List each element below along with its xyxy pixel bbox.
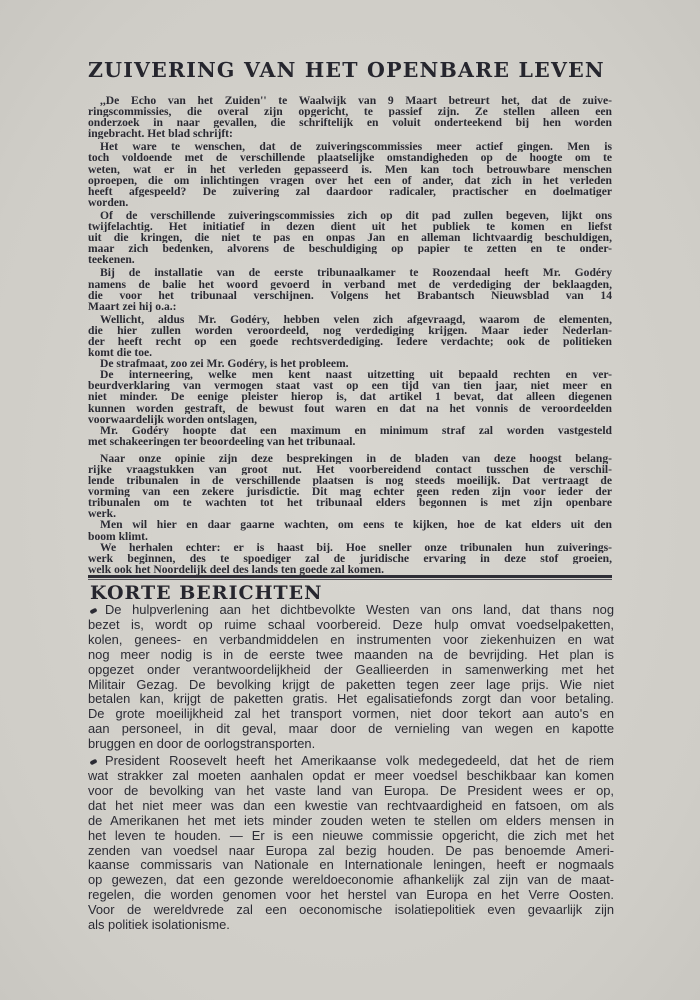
text-line: onderzoek in naar gevallen, die schriftelijk en voluit onderteekend bij hen worden bbox=[88, 117, 612, 129]
text-line: op gewezen, dat een gezonde wereldoeconomie afhankelijk zal zijn van de maat- bbox=[88, 873, 614, 888]
text-line: Men wil hier en daar gaarne wachten, om eens te kijken, hoe de kat elders uit den bbox=[100, 519, 612, 531]
text-line-content: De hulpverlening aan het dichtbevolkte Westen van ons land, dat thans nog bbox=[105, 603, 614, 617]
text-line: lende tribunalen in de verschillende plaatsen is nog steeds moeilijk. Dat vertraagt de bbox=[88, 475, 612, 487]
text-line: ,,De Echo van het Zuiden'' te Waalwijk van 9 Maart betreurt het, dat de zuive- bbox=[100, 95, 612, 107]
bullet-icon bbox=[89, 758, 97, 765]
text-line bbox=[88, 754, 614, 769]
text-line: regelen, die worden genomen voor het herstel van Europa en het Verre Oosten. bbox=[88, 888, 614, 903]
text-line: die voor het tribunaal verschijnen. Volgens het Brabantsch Nieuwsblad van 14 bbox=[88, 289, 612, 301]
text-line: werk. bbox=[88, 508, 117, 520]
text-line: uit die kringen, die niet te pas en onpas Jan en alleman lichtvaardig beschuldigen, bbox=[88, 232, 612, 244]
text-line: ringscommissies, die overal zijn opgericht, te passief zijn. Ze stellen alleen een bbox=[88, 106, 612, 118]
article-paragraph bbox=[88, 369, 612, 424]
text-line: voorwaardelijk worden ontslagen, bbox=[88, 413, 258, 425]
text-line: bruggen en door de oorlogstransporten. bbox=[88, 737, 316, 752]
text-line: Mr. Godéry hoopte dat een maximum en minimum straf zal worden vastgesteld bbox=[100, 424, 612, 436]
text-line: kunnen worden gestraft, de bewust fout waren en dat na het vonnis de veroordeelden bbox=[88, 402, 612, 414]
text-line: We herhalen echter: er is haast bij. Hoe sneller onze tribunalen hun zuiverings- bbox=[100, 541, 612, 553]
text-line: Het ware te wenschen, dat de zuiveringscommissies meer actief gingen. Men is bbox=[100, 141, 612, 153]
article-paragraph bbox=[88, 542, 612, 575]
text-line: De grote moeilijkheid zal het transport vormen, niet door tekort aan auto's en bbox=[88, 707, 614, 722]
article-title: ZUIVERING VAN HET OPENBARE LEVEN bbox=[88, 58, 605, 82]
text-line: tribunalen om te wachten tot het tribunaal elders begonnen is met zijn openbare bbox=[88, 497, 612, 509]
text-line: de Amerikanen het met iets minder zouden weten te stellen om elders mensen in bbox=[88, 813, 614, 828]
text-line: De strafmaat, zoo zei Mr. Godéry, is het probleem. bbox=[100, 358, 349, 370]
text-line: vorming van een zekere jurisdictie. Dit mag echter geen reden zijn voor ieder der bbox=[88, 486, 612, 498]
article-paragraph bbox=[88, 95, 612, 139]
text-line: werk beginnen, des te spoediger zal de juridische ervaring in deze stof groeien, bbox=[88, 552, 612, 564]
news-item bbox=[88, 603, 614, 752]
text-line: Maart zei hij o.a.: bbox=[88, 300, 177, 312]
text-line: met schakeeringen ter beoordeeling van het tribunaal. bbox=[88, 435, 356, 447]
article-paragraph bbox=[88, 358, 612, 369]
text-line: oproepen, die om inlichtingen vragen over het een of ander, dat zich in het verleden bbox=[88, 174, 612, 186]
article-paragraph bbox=[88, 519, 612, 541]
text-line: ingebracht. Het blad schrijft: bbox=[88, 128, 233, 140]
text-line: boom klimt. bbox=[88, 530, 148, 542]
text-line: beurdverklaring van vermogen staat vast op een tijd van tien jaar, niet meer en bbox=[88, 380, 612, 392]
text-line: niet minder. De eenige pleister hierop is, dat artikel 1 bevat, dat alleen diegenen bbox=[88, 391, 612, 403]
text-line: nog meer nodig is in de eerste twee maanden na de bevrijding. Het plan is bbox=[88, 647, 614, 662]
text-line: twijfelachtig. Het initiatief in dezen dient uit het publiek te komen en liefst bbox=[88, 221, 612, 233]
text-line: komt die toe. bbox=[88, 347, 153, 359]
text-line: der heeft recht op een goede rechtsverdediging. Iedere verdachte; ook de politieken bbox=[88, 335, 612, 348]
text-line: kaanse commissaris van Nationale en Internationale leningen, heeft er nogmaals bbox=[88, 858, 614, 873]
text-line: namens de balie het woord gevoerd in verband met de verdediging der beklaagden, bbox=[88, 278, 612, 290]
text-line: Voor de wereldvrede zal een oeconomische isolatiepolitiek even gevaarlijk zijn bbox=[88, 903, 614, 918]
text-line: opgezet onder verantwoordelijkheid der Geallieerden in samenwerking met het bbox=[88, 662, 614, 677]
text-line: Bij de installatie van de eerste tribunaalkamer te Roozendaal heeft Mr. Godéry bbox=[100, 267, 612, 279]
text-line: als politiek isolationisme. bbox=[88, 918, 230, 933]
text-line: weten, wat er in het verleden gepasseerd is. Men kan toch betrouwbare menschen bbox=[88, 163, 612, 175]
text-line: welk ook het Noordelijk deel des lands ten goede zal komen. bbox=[88, 563, 384, 575]
section-divider-thin bbox=[88, 579, 612, 580]
article-body bbox=[88, 95, 612, 575]
article-paragraph bbox=[88, 425, 612, 447]
article-paragraph bbox=[88, 453, 612, 520]
text-line: dat het niet meer was dan een kwestie van rechtvaardigheid en fatsoen, om als bbox=[88, 798, 614, 813]
text-line: heeft afgespeeld? De zuivering zal daardoor radicaler, practischer en doelmatiger bbox=[88, 185, 612, 197]
text-line: Militair Gezag. De bevolking krijgt de paketten tegen zeer lage prijs. Wie niet bbox=[88, 677, 614, 692]
news-body bbox=[88, 603, 614, 935]
section-divider bbox=[88, 575, 612, 578]
text-line: De interneering, welke men kent naast uitzetting uit bepaald rechten en ver- bbox=[100, 369, 612, 381]
article-paragraph bbox=[88, 267, 612, 311]
text-line: bezet is, wordt op ruime schaal voorbereid. Deze hulp omvat voedselpaketten, bbox=[88, 617, 614, 632]
text-line: Wellicht, aldus Mr. Godéry, hebben velen zich afgevraagd, waarom de elementen, bbox=[100, 313, 612, 325]
news-item bbox=[88, 754, 614, 933]
text-line bbox=[88, 603, 614, 618]
text-line: het leven te houden. — Er is een nieuwe commissie opgericht, die zich met het bbox=[88, 828, 614, 843]
text-line: toch voldoende met de verschillende plaatselijke omstandigheden op de hoogte om te bbox=[88, 152, 612, 164]
text-line: Naar onze opinie zijn deze besprekingen in de bladen van deze hoogst belang- bbox=[100, 452, 612, 464]
text-line: kolen, genees- en verbandmiddelen en instrumenten voor ziekenhuizen en wat bbox=[88, 632, 614, 647]
news-title: KORTE BERICHTEN bbox=[90, 582, 323, 604]
text-line: die hier zullen worden veroordeeld, nog verdediging krijgen. Maar ieder Nederlan- bbox=[88, 324, 612, 336]
text-line: aan personeel, in dit geval, maar door de vernieling van wegen en kapotte bbox=[88, 722, 614, 737]
article-paragraph bbox=[88, 141, 612, 208]
text-line: wat strakker zal moeten aanhalen opdat er meer voedsel beschikbaar kan komen bbox=[88, 768, 614, 783]
text-line: Of de verschillende zuiveringscommissies zich op dit pad zullen begeven, lijkt ons bbox=[100, 209, 612, 222]
article-paragraph bbox=[88, 314, 612, 358]
text-line: betalen kan, krijgt de paketten gratis. Het egalisatiefonds zorgt dan voor betaling. bbox=[88, 692, 614, 707]
article-paragraph bbox=[88, 210, 612, 265]
text-line: zenden van voedsel naar Europa zal bezig houden. De pas benoemde Ameri- bbox=[88, 843, 614, 858]
text-line: maar zich bedenken, alvorens de beschuldiging op papier te zetten en te onder- bbox=[88, 243, 612, 255]
text-line: teekenen. bbox=[88, 254, 135, 266]
text-line: worden. bbox=[88, 196, 129, 208]
text-line: voor de bevolking van het vaste land van Europa. De President wees er op, bbox=[88, 783, 614, 798]
bullet-icon bbox=[89, 607, 97, 614]
text-line: rijke vraagstukken van groot nut. Het voorbereidend contact tusschen de verschil- bbox=[88, 464, 612, 476]
text-line-content: President Roosevelt heeft het Amerikaanse volk medegedeeld, dat het de riem bbox=[105, 754, 614, 769]
